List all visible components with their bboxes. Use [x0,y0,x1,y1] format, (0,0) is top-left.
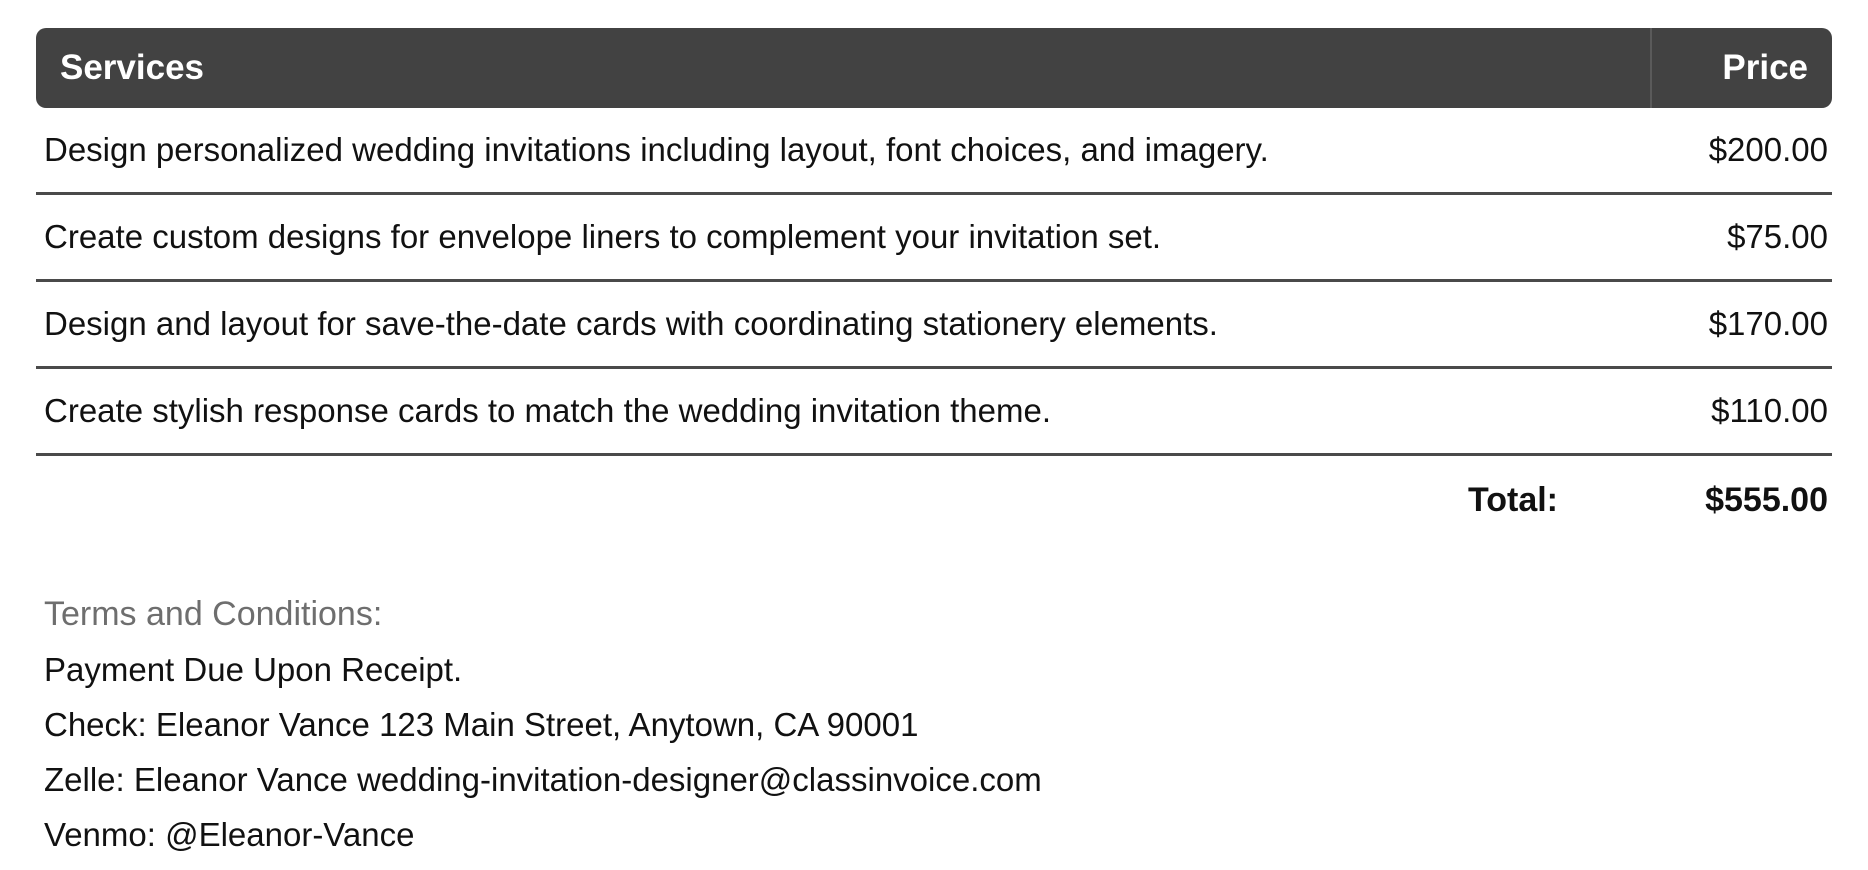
terms-line-venmo: Venmo: @Eleanor-Vance [44,816,415,853]
terms-line-zelle: Zelle: Eleanor Vance wedding-invitation-designer@classinvoice.com [44,761,1042,798]
service-description: Create custom designs for envelope liners to complement your invitation set. [44,218,1162,255]
service-description: Design personalized wedding invitations including layout, font choices, and imagery. [44,131,1269,168]
service-price: $200.00 [1708,131,1828,168]
terms-line-payment: Payment Due Upon Receipt. [44,651,463,688]
total-value: $555.00 [1705,480,1828,519]
service-description: Design and layout for save-the-date cards with coordinating stationery elements. [44,305,1218,342]
table-row [36,108,1832,195]
total-label: Total: [1467,480,1558,519]
table-row [36,369,1832,456]
price-column-header: Price [1650,28,1832,108]
terms-heading: Terms and Conditions: [44,595,383,633]
service-description: Create stylish response cards to match the wedding invitation theme. [44,392,1052,429]
terms-section [36,586,1832,862]
service-price: $110.00 [1711,392,1828,429]
services-table-header [36,28,1832,108]
terms-line-check: Check: Eleanor Vance 123 Main Street, Anytown, CA 90001 [44,706,919,743]
table-row [36,282,1832,369]
services-column-header: Services [60,48,205,87]
table-row [36,195,1832,282]
service-price: $75.00 [1727,218,1828,255]
total-row [36,456,1832,544]
service-price: $170.00 [1708,305,1828,342]
